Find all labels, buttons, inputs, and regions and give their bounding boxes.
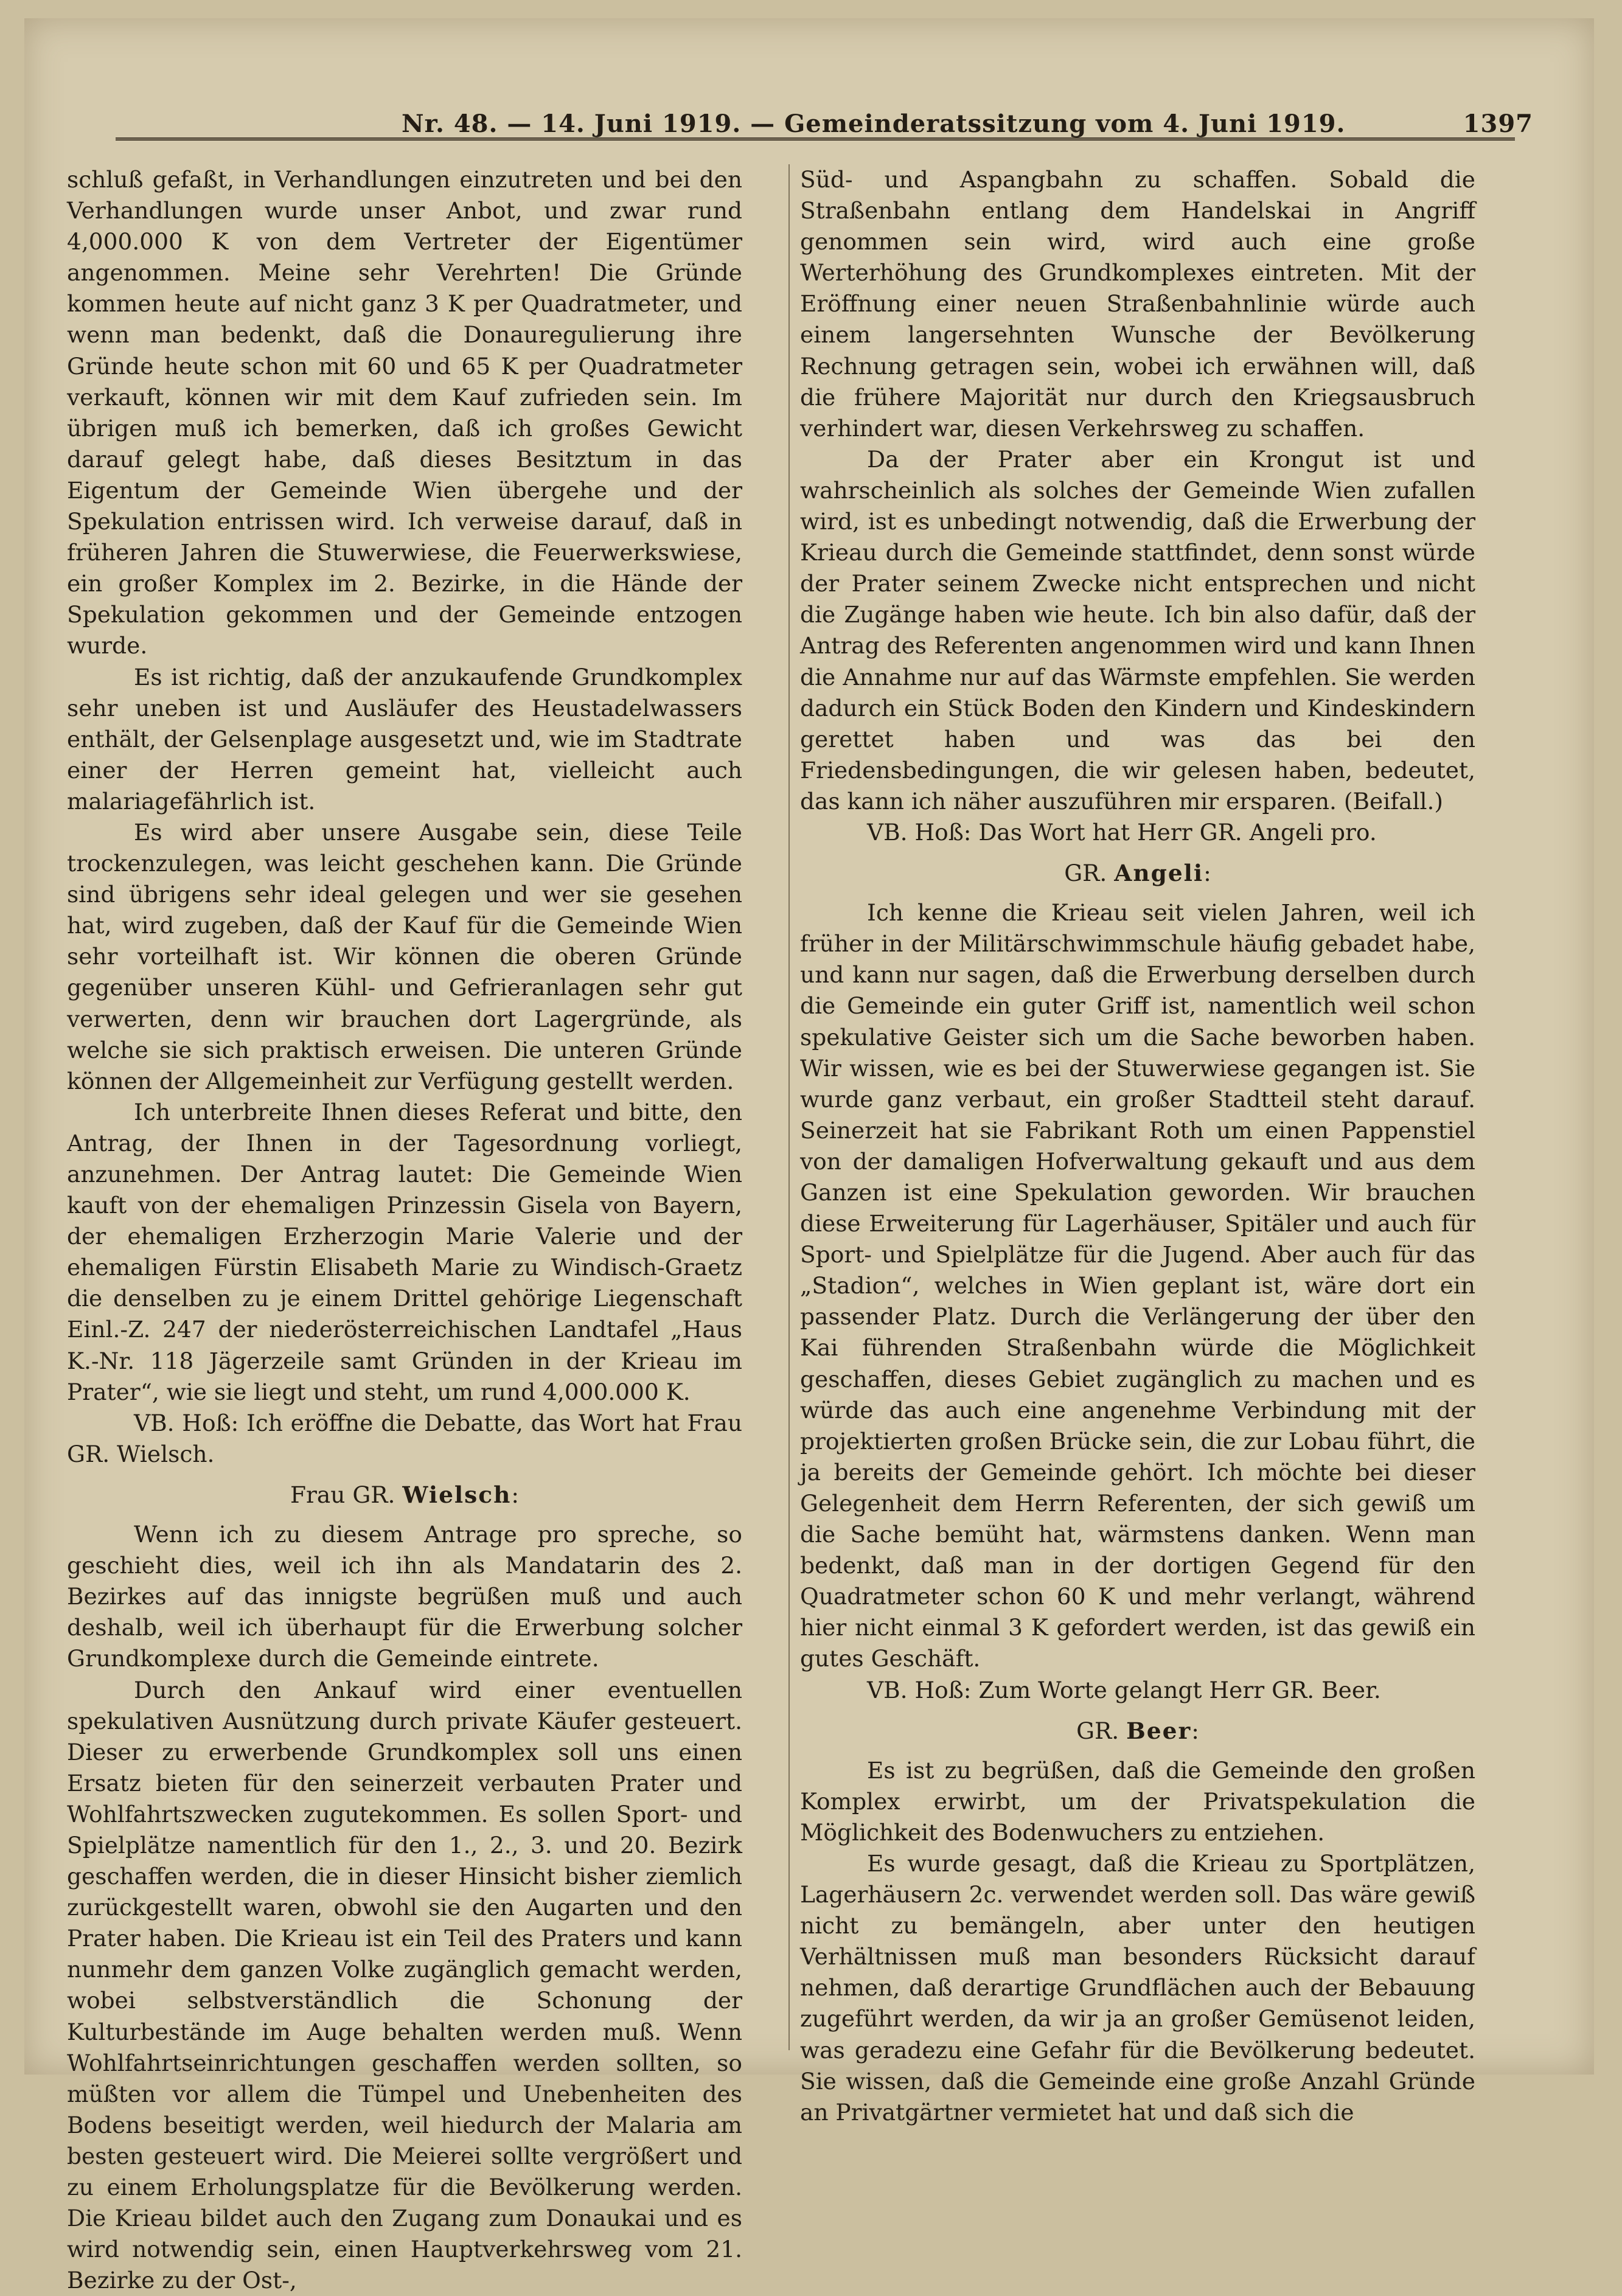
paragraph: VB. Hoß: Ich eröffne die Debatte, das Wort hat Frau GR. Wielsch.: [67, 1408, 742, 1470]
paragraph: Es wurde gesagt, daß die Krieau zu Sportplätzen, Lagerhäusern 2c. verwendet werden soll. Das wäre gewiß nicht zu bemängeln, aber unter den heutigen Verhältnissen muß man besonders Rücksicht darauf nehmen, daß derartige Grundflächen auch der Bebauung zugeführt werden, da wir ja an großer Gemüsenot leiden, was geradezu eine Gefahr für die Bevölkerung bedeutet. Sie wissen, daß die Gemeinde eine große Anzahl Gründe an Privatgärtner vermietet hat und daß sich die: [800, 1848, 1475, 2128]
speaker-name: Beer: [1126, 1717, 1191, 1744]
paragraph: Ich unterbreite Ihnen dieses Referat und bitte, den Antrag, der Ihnen in der Tagesordnung vorliegt, anzunehmen. Der Antrag lautet: Die Gemeinde Wien kauft von der ehemaligen Prinzessin Gisela von Bayern, der ehemaligen Erzherzogin Marie Valerie und der ehemaligen Fürstin Elisabeth Marie zu Windisch-Graetz die denselben zu je einem Drittel gehörige Liegenschaft Einl.-Z. 247 der niederösterreichischen Landtafel „Haus K.-Nr. 118 Jägerzeile samt Gründen in der Krieau im Prater“, wie sie liegt und steht, um rund 4,000.000 K.: [67, 1097, 742, 1408]
speaker-heading: [67, 1480, 742, 1511]
paragraph: Ich kenne die Krieau seit vielen Jahren, weil ich früher in der Militärschwimmschule häufig gebadet habe, und kann nur sagen, daß die Erwerbung derselben durch die Gemeinde ein guter Griff ist, namentlich weil schon spekulative Geister sich um die Sache beworben haben. Wir wissen, wie es bei der Stuwerwiese gegangen ist. Sie wurde ganz verbaut, ein großer Stadtteil steht darauf. Seinerzeit hat sie Fabrikant Roth um einen Pappenstiel von der damaligen Hofverwaltung gekauft und aus dem Ganzen ist eine Spekulation geworden. Wir brauchen diese Erweiterung für Lagerhäuser, Spitäler und auch für Sport- und Spielplätze für die Jugend. Aber auch für das „Stadion“, welches in Wien geplant ist, wäre dort ein passender Platz. Durch die Verlängerung der über den Kai führenden Straßenbahn würde die Möglichkeit geschaffen, dieses Gebiet zugänglich zu machen und es würde das auch eine angenehme Verbindung mit der projektierten großen Brücke sein, die zur Lobau führt, die ja bereits der Gemeinde gehört. Ich möchte bei dieser Gelegenheit dem Herrn Referenten, der sich gewiß um die Sache bemüht hat, wärmstens danken. Wenn man bedenkt, daß man in der dortigen Gegend für den Quadratmeter schon 60 K und mehr verlangt, während hier nicht einmal 3 K gefordert werden, ist das gewiß ein gutes Geschäft.: [800, 897, 1475, 1674]
paragraph: Es ist zu begrüßen, daß die Gemeinde den großen Komplex erwirbt, um der Privatspekulation die Möglichkeit des Bodenwuchers zu entziehen.: [800, 1755, 1475, 1848]
running-head: Nr. 48. — 14. Juni 1919. — Gemeinderatssitzung vom 4. Juni 1919.: [402, 110, 1345, 138]
speaker-suffix: :: [511, 1481, 519, 1508]
speaker-heading: [800, 1716, 1475, 1747]
speaker-prefix: Frau GR.: [290, 1481, 395, 1508]
page-header: [146, 110, 1533, 146]
continued-paragraph: Süd- und Aspangbahn zu schaffen. Sobald die Straßenbahn entlang dem Handelskai in Angriff genommen sein wird, wird auch eine große Werterhöhung des Grundkomplexes eintreten. Mit der Eröffnung einer neuen Straßenbahnlinie würde auch einem langersehnten Wunsche der Bevölkerung Rechnung getragen sein, wobei ich erwähnen will, daß die frühere Majorität nur durch den Kriegsausbruch verhindert war, diesen Verkehrsweg zu schaffen.: [800, 164, 1475, 444]
paragraph: VB. Hoß: Zum Worte gelangt Herr GR. Beer.: [800, 1675, 1475, 1706]
paragraph: Es wird aber unsere Ausgabe sein, diese Teile trockenzulegen, was leicht geschehen kann. Die Gründe sind übrigens sehr ideal gelegen und wer sie gesehen hat, wird zugeben, daß der Kauf für die Gemeinde Wien sehr vorteilhaft ist. Wir können die oberen Gründe gegenüber unseren Kühl- und Gefrieranlagen sehr gut verwerten, denn wir brauchen dort Lagergründe, als welche sie sich praktisch erweisen. Die unteren Gründe können der Allgemeinheit zur Verfügung gestellt werden.: [67, 817, 742, 1097]
paragraph: Es ist richtig, daß der anzukaufende Grundkomplex sehr uneben ist und Ausläufer des Heustadelwassers enthält, der Gelsenplage ausgesetzt und, wie im Stadtrate einer der Herren gemeint hat, vielleicht auch malariagefährlich ist.: [67, 662, 742, 817]
page-number: 1397: [1463, 110, 1533, 138]
left-column: [67, 164, 742, 2296]
paragraph: Durch den Ankauf wird einer eventuellen spekulativen Ausnützung durch private Käufer gesteuert. Dieser zu erwerbende Grundkomplex soll uns einen Ersatz bieten für den seinerzeit verbauten Prater und Wohlfahrtszwecken zugutekommen. Es sollen Sport- und Spielplätze namentlich für den 1., 2., 3. und 20. Bezirk geschaffen werden, die in dieser Hinsicht bisher ziemlich zurückgestellt waren, obwohl sie den Augarten und den Prater haben. Die Krieau ist ein Teil des Praters und kann nunmehr dem ganzen Volke zugänglich gemacht werden, wobei selbstverständlich die Schonung der Kulturbestände im Auge behalten werden muß. Wenn Wohlfahrtseinrichtungen geschaffen werden sollten, so müßten vor allem die Tümpel und Unebenheiten des Bodens beseitigt werden, weil hiedurch der Malaria am besten gesteuert wird. Die Meierei sollte vergrößert und zu einem Erholungsplatze für die Bevölkerung werden. Die Krieau bildet auch den Zugang zum Donaukai und es wird notwendig sein, einen Hauptverkehrsweg vom 21. Bezirke zu der Ost-,: [67, 1675, 742, 2296]
speaker-prefix: GR.: [1064, 860, 1107, 886]
header-rule: [116, 137, 1515, 141]
paragraph: Wenn ich zu diesem Antrage pro spreche, so geschieht dies, weil ich ihn als Mandatarin des 2. Bezirkes auf das innigste begrüßen muß und auch deshalb, weil ich überhaupt für die Erwerbung solcher Grundkomplexe durch die Gemeinde eintrete.: [67, 1519, 742, 1674]
speaker-heading: [800, 858, 1475, 889]
speaker-suffix: :: [1203, 860, 1211, 886]
speaker-prefix: GR.: [1076, 1717, 1119, 1744]
speaker-name: Angeli: [1114, 860, 1203, 886]
continued-paragraph: schluß gefaßt, in Verhandlungen einzutreten und bei den Verhandlungen wurde unser Anbot, und zwar rund 4,000.000 K von dem Vertreter der Eigentümer angenommen. Meine sehr Verehrten! Die Gründe kommen heute auf nicht ganz 3 K per Quadratmeter, und wenn man bedenkt, daß die Donauregulierung ihre Gründe heute schon mit 60 und 65 K per Quadratmeter verkauft, können wir mit dem Kauf zufrieden sein. Im übrigen muß ich bemerken, daß ich großes Gewicht darauf gelegt habe, daß dieses Besitztum in das Eigentum der Gemeinde Wien übergehe und der Spekulation entrissen wird. Ich verweise darauf, daß in früheren Jahren die Stuwerwiese, die Feuerwerkswiese, ein großer Komplex im 2. Bezirke, in die Hände der Spekulation gekommen und der Gemeinde entzogen wurde.: [67, 164, 742, 662]
column-divider: [788, 164, 790, 2050]
speaker-name: Wielsch: [402, 1481, 511, 1508]
paragraph: Da der Prater aber ein Krongut ist und wahrscheinlich als solches der Gemeinde Wien zufallen wird, ist es unbedingt notwendig, daß die Erwerbung der Krieau durch die Gemeinde stattfindet, denn sonst würde der Prater seinem Zwecke nicht entsprechen und nicht die Zugänge haben wie heute. Ich bin also dafür, daß der Antrag des Referenten angenommen wird und kann Ihnen die Annahme nur auf das Wärmste empfehlen. Sie werden dadurch ein Stück Boden den Kindern und Kindeskindern gerettet haben und was das bei den Friedensbedingungen, die wir gelesen haben, bedeutet, das kann ich näher auszuführen mir ersparen. (Beifall.): [800, 444, 1475, 817]
right-column: [800, 164, 1475, 2128]
paragraph: VB. Hoß: Das Wort hat Herr GR. Angeli pro.: [800, 817, 1475, 848]
speaker-suffix: :: [1191, 1717, 1199, 1744]
